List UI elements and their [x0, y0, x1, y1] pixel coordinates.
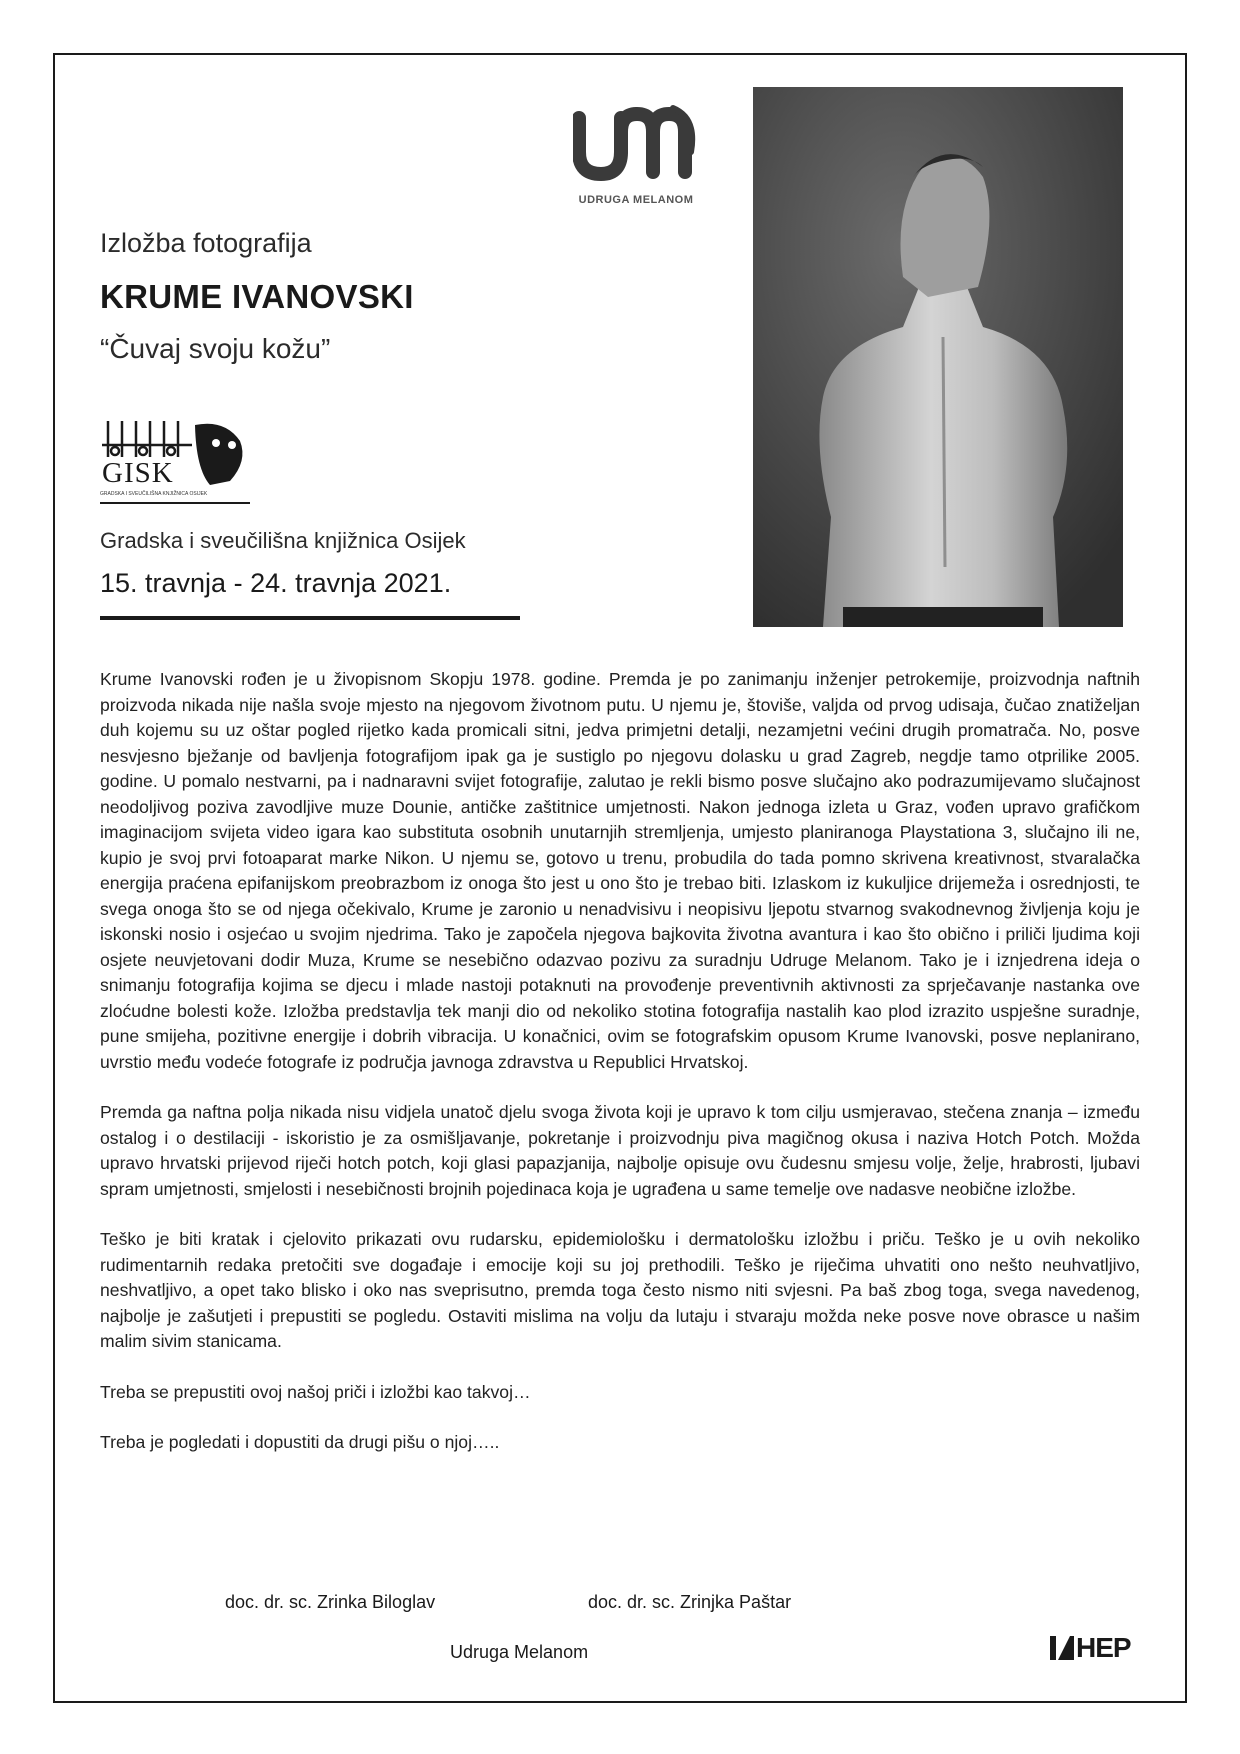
melanom-logo-caption: UDRUGA MELANOM: [578, 194, 694, 206]
article-body: [100, 667, 1140, 1481]
exhibition-tagline: “Čuvaj svoju kožu”: [100, 333, 331, 364]
paragraph: Krume Ivanovski rođen je u živopisnom Skopju 1978. godine. Premda je po zanimanju inženjer petrokemije, proizvodnja naftnih proizvoda nikada nije našla svoje mjesto na njegovom životnom putu. U njemu je, štoviše, valjda od prvog udisaja, čučao znatiželjan duh kojemu su uz oštar pogled rijetko kada promicali sitni, jedva primjetni detalji, nezamjetni većini drugih promatrača. No, posve nesvjesno bježanje od bavljenja fotografijom ipak ga je sustiglo po njegovu dolasku u grad Zagreb, negdje tamo otprilike 2005. godine. U pomalo nestvarni, pa i nadnaravni svijet fotografije, zalutao je rekli bismo posve slučajno ako podrazumijevamo slučajnost neodoljivog poziva zavodljive muze Dounie, antičke zaštitnice umjetnosti. Nakon jednoga izleta u Graz, vođen upravo grafičkom imaginacijom svijeta video igara kao substituta osobnih unutarnjih stremljenja, umjesto planiranoga Playstationa 3, slučajno ili ne, kupio je svoj prvi fotoaparat marke Nikon. U njemu se, gotovo u trenu, probudila do tada pomno skrivena kreativnost, stvaralačka energija praćena epifanijskom preobrazbom iz onoga što jest u ono što je trebao biti. Izlaskom iz kukuljice drijemeža i osrednjosti, te svega onoga što se od njega očekivalo, Krume je zaronio u nenadvisivu i neopisivu ljepotu stvarnog svakodnevnog življenja koju je iskonski nosio i osjećao u svojim njedrima. Tako je započela njegova bajkovita životna avantura i kao što obično i priliči ljudima koji osjete neuvjetovani dodir Muza, Krume se nesebično odazvao pozivu za suradnju Udruge Melanom. Tako je i iznjedrena ideja o snimanju fotografija kojima se djecu i mlade nastoji potaknuti na provođenje preventivnih aktivnosti za sprječavanje nastanka ove zloćudne bolesti kože. Izložba predstavlja tek manji dio od nekoliko stotina fotografija nastalih kao plod izrazito uspješne suradnje, pune smijeha, pozitivne energije i dobrih vibracija. U konačnici, ovim se fotografskim opusom Krume Ivanovski, posve neplanirano, uvrstio među vodeće fotografe iz područja javnoga zdravstva u Republici Hrvatskoj.: [100, 669, 1140, 1072]
melanom-um-icon: [573, 100, 699, 192]
paragraph: Premda ga naftna polja nikada nisu vidjela unatoč djelu svoga života koji je upravo k tom cilju usmjeravao, stečena znanja – između ostalog i o destilaciji - iskoristio je za osmišljavanje, pokretanje i proizvodnju piva magičnog okusa i naziva Hotch Potch. Možda upravo hrvatski prijevod riječi hotch potch, koji glasi papazjanija, najbolje opisuje ovu čudesnu smjesu volje, želje, hrabrosti, ljubavi spram umjetnosti, smjelosti i nesebičnosti brojnih pojedinaca koja je ugrađena u same temelje ove nadasve neobične izložbe.: [100, 1102, 1140, 1199]
paragraph: Treba se prepustiti ovoj našoj priči i izložbi kao takvoj…: [100, 1381, 531, 1402]
udruga-melanom-logo: [573, 100, 699, 210]
exhibition-subtitle: Izložba fotografija: [100, 228, 312, 258]
hep-mark-icon: [1050, 1636, 1074, 1660]
signature-author-1: doc. dr. sc. Zrinka Biloglav: [225, 1592, 436, 1612]
hep-logo-text: HEP: [1076, 1632, 1131, 1663]
paragraph: Treba je pogledati i dopustiti da drugi pišu o njoj…..: [100, 1432, 500, 1452]
exhibition-photo-back: [753, 87, 1123, 627]
gisk-logo-small-text: GRADSKA I SVEUČILIŠNA KNJIŽNICA OSIJEK: [100, 491, 208, 497]
signature-organization: Udruga Melanom: [450, 1642, 589, 1662]
gisk-library-logo: [100, 415, 255, 510]
page-title: KRUME IVANOVSKI: [100, 278, 414, 315]
venue-name: Gradska i sveučilišna knjižnica Osijek: [100, 528, 466, 553]
exhibition-dates: 15. travnja - 24. travnja 2021.: [100, 568, 452, 598]
hep-sponsor-logo: [1050, 1633, 1131, 1663]
paragraph: Teško je biti kratak i cjelovito prikazati ovu rudarsku, epidemiološku i dermatološku izložbu i priču. Teško je u ovih nekoliko rudimentarnih redaka pretočiti sve događaje i emocije koji su joj prethodili. Teško je riječima uhvatiti ono nešto neuhvatljivo, neshvatljivo, a opet tako blisko i oko nas sveprisutno, premda toga često nismo niti svjesni. Pa baš zbog toga, svega navedenog, najbolje je zašutjeti i prepustiti se pogledu. Ostaviti mislima na volju da lutaju i stvaraju možda neke posve nove obrasce u našim malim sivim stanicama.: [100, 1229, 1140, 1351]
signature-author-2: doc. dr. sc. Zrinjka Paštar: [588, 1592, 792, 1612]
header-divider: [100, 616, 520, 620]
gisk-logo-text: GISK: [102, 457, 174, 489]
